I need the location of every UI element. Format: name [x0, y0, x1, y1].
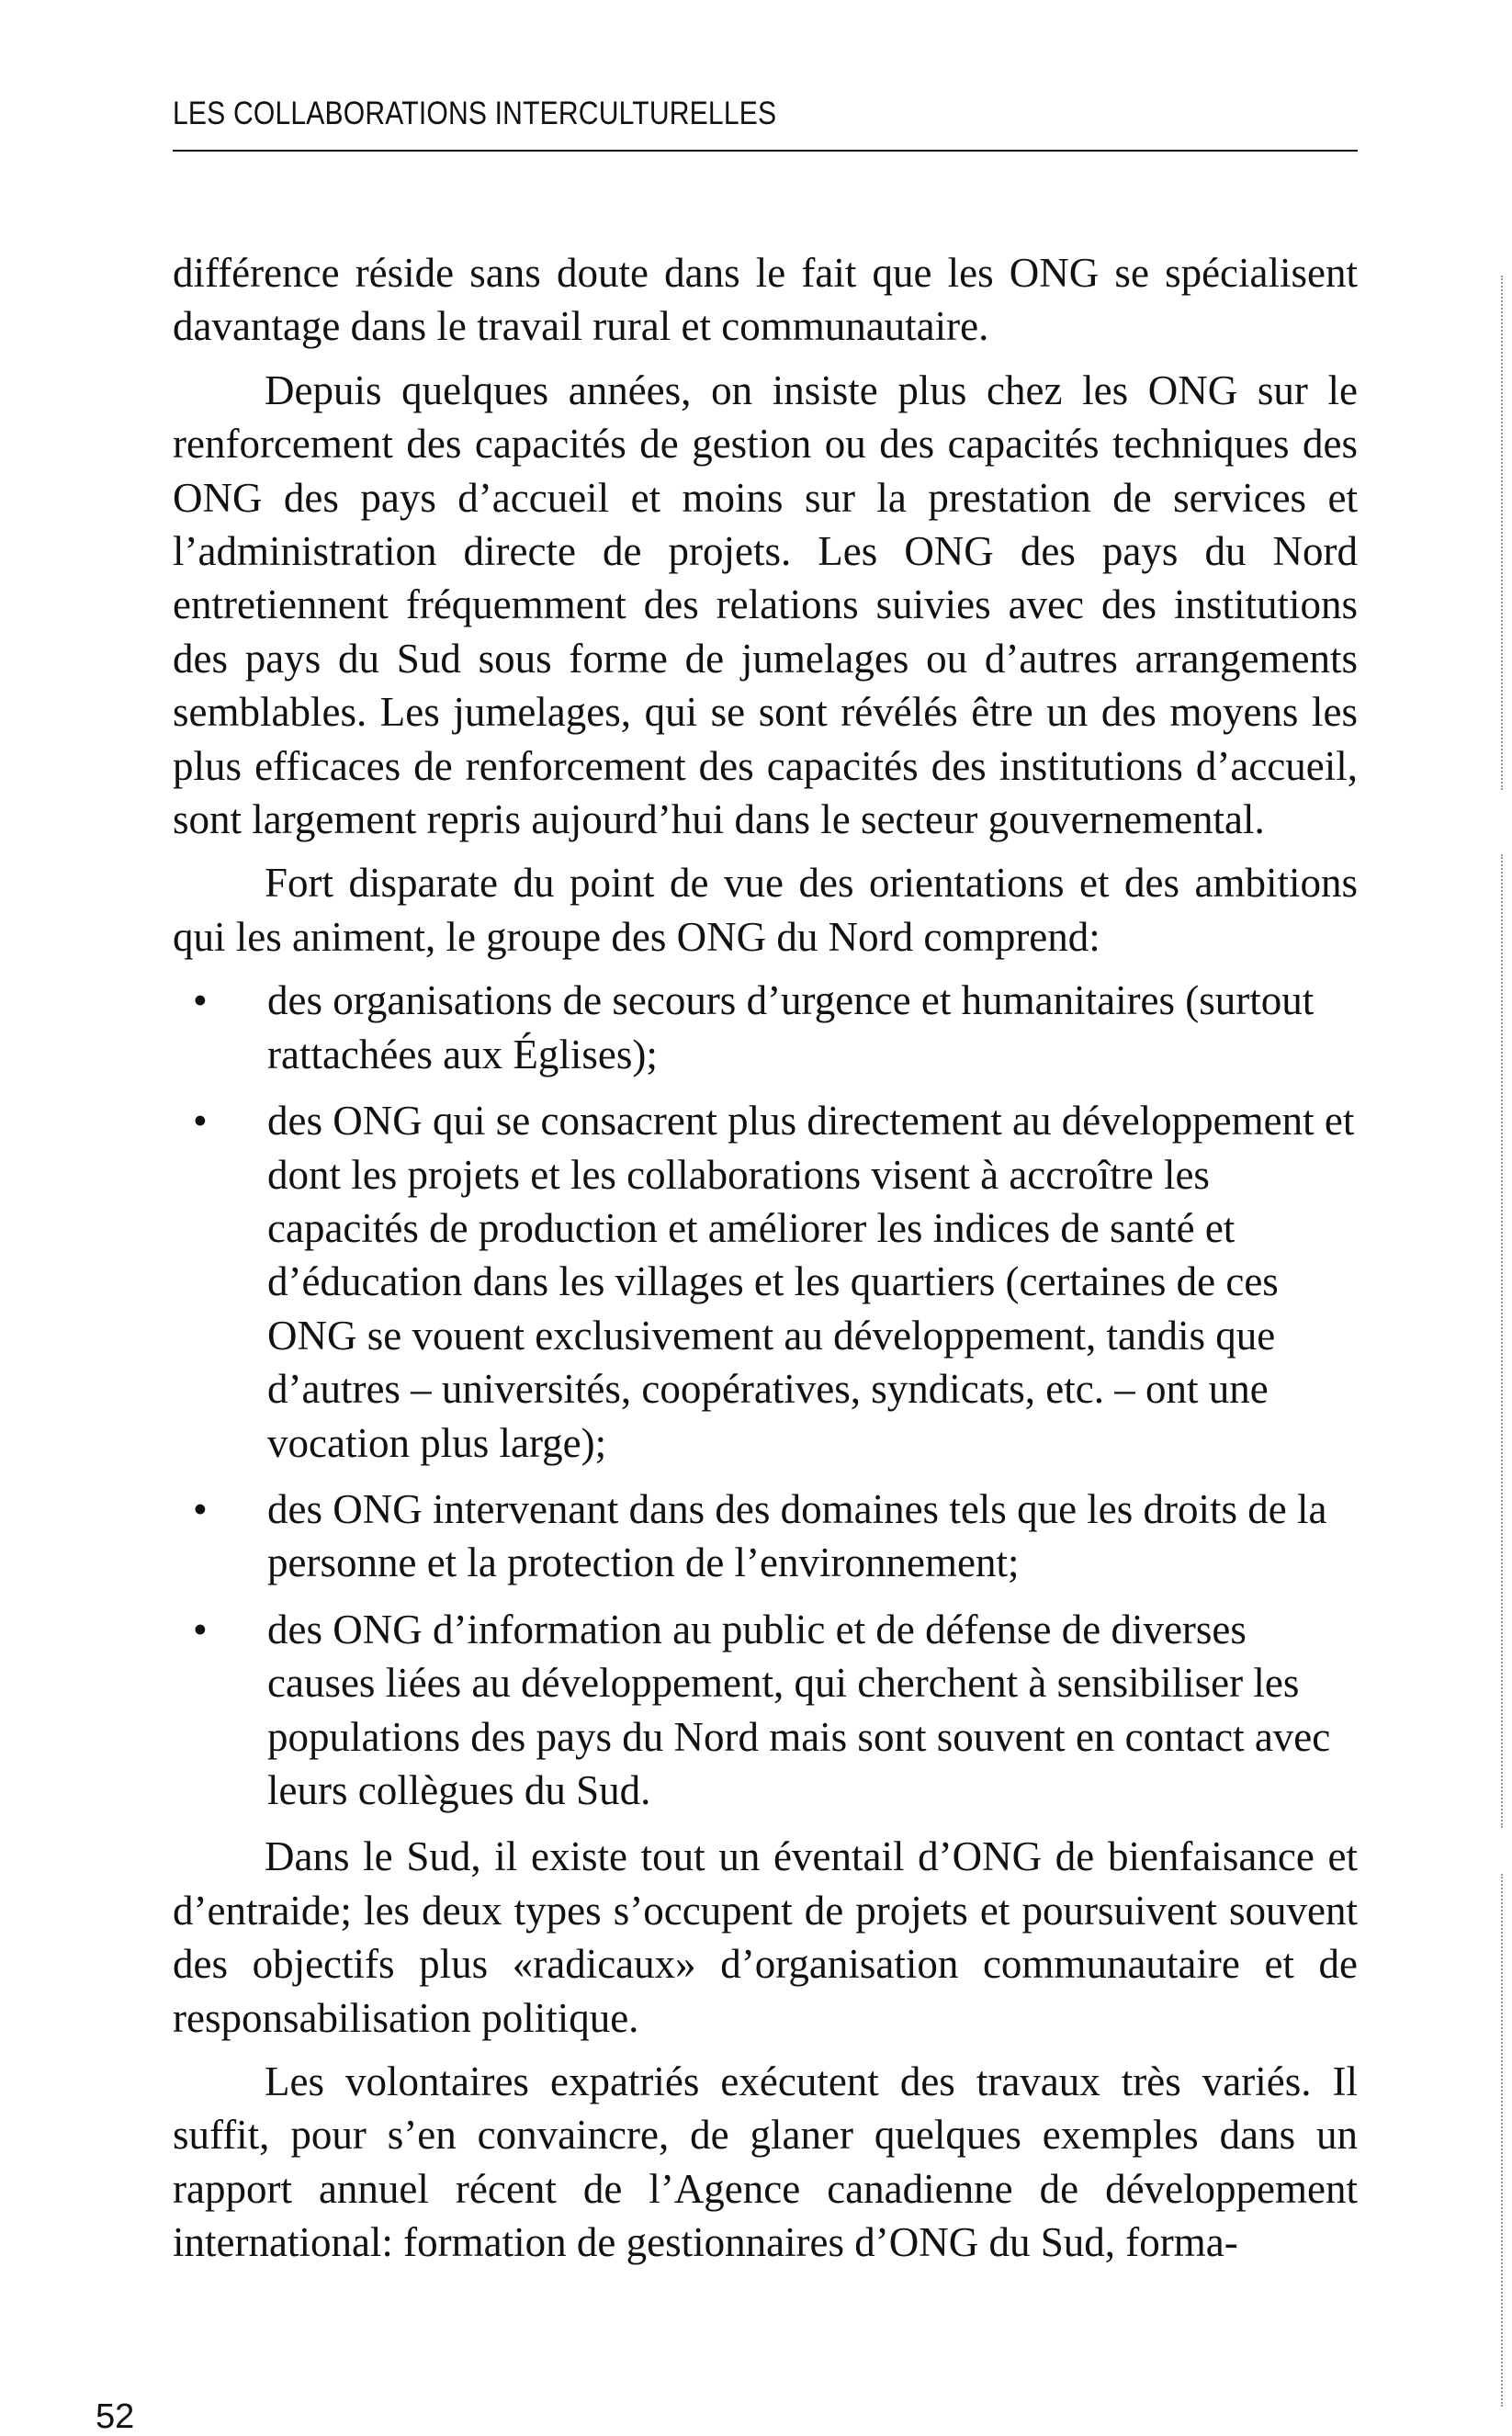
bullet-icon: •: [193, 1606, 208, 1652]
list-item: [173, 1094, 1358, 1470]
scan-edge-mark: [1501, 854, 1503, 1828]
page-number: 52: [96, 2397, 135, 2436]
list-item: [173, 1603, 1358, 1818]
paragraph-ngo-groups-intro: Fort disparate du point de vue des orientations et des ambitions qui les animent, le groupe des ONG du Nord comprend:: [173, 860, 1358, 960]
bullet-icon: •: [193, 977, 208, 1024]
paragraph-capacity-building: Depuis quelques années, on insiste plus chez les ONG sur le renforcement des capacités de gestion ou des capacités techniques des ONG des pays d’accueil et moins sur la prestation de services et l’administration directe de projets. Les ONG des pays du Nord entretiennent fréquemment des relations suivies avec des institutions des pays du Sud sous forme de jumelages ou d’autres arrangements semblables. Les jumelages, qui se sont révélés être un des moyens les plus efficaces de renforcement des capacités des institutions d’accueil, sont largement repris aujourd’hui dans le secteur gouvernemental.: [173, 367, 1358, 843]
header-rule: [173, 150, 1358, 152]
list-item-text: des ONG d’information au public et de défense de diverses causes liées au développement, qui cherchent à sensibiliser les populations des pays du Nord mais sont souvent en contact avec leurs collègues du Sud.: [267, 1606, 1331, 1813]
scan-edge-mark: [1501, 1874, 1503, 2407]
paragraph-volunteers: Les volontaires expatriés exécutent des travaux très variés. Il suffit, pour s’en convaincre, de glaner quelques exemples dans un rapport annuel récent de l’Agence canadienne de développement international: formation de gestionnaires d’ONG du Sud, forma-: [173, 2058, 1358, 2266]
ngo-types-list: [173, 974, 1358, 1817]
bullet-icon: •: [193, 1485, 208, 1532]
list-item-text: des ONG intervenant dans des domaines tels que les droits de la personne et la protection de l’environnement;: [267, 1485, 1327, 1586]
list-item: [173, 974, 1358, 1081]
page-body: [173, 246, 1358, 2270]
bullet-icon: •: [193, 1098, 208, 1145]
list-item: [173, 1483, 1358, 1590]
running-header: LES COLLABORATIONS INTERCULTURELLES: [173, 96, 777, 131]
paragraph-south-ngos: Dans le Sud, il existe tout un éventail d’ONG de bienfaisance et d’entraide; les deux types s’occupent de projets et poursuivent souvent des objectifs plus «radicaux» d’organisation communautaire et de responsabilisation politique.: [173, 1833, 1358, 2041]
scan-edge-mark: [1501, 276, 1503, 790]
list-item-text: des ONG qui se consacrent plus directement au développement et dont les projets et les collaborations visent à accroître les capacités de production et améliorer les indices de santé et d’éducation dans les villages et les quartiers (certaines de ces ONG se vouent exclusivement au développement, tandis que d’autres – universités, coopératives, syndicats, etc. – ont une vocation plus large);: [267, 1098, 1355, 1466]
paragraph-continuation: différence réside sans doute dans le fait que les ONG se spécialisent davantage dans le travail rural et communautaire.: [173, 250, 1358, 350]
list-item-text: des organisations de secours d’urgence et humanitaires (surtout rattachées aux Églises);: [267, 977, 1315, 1077]
